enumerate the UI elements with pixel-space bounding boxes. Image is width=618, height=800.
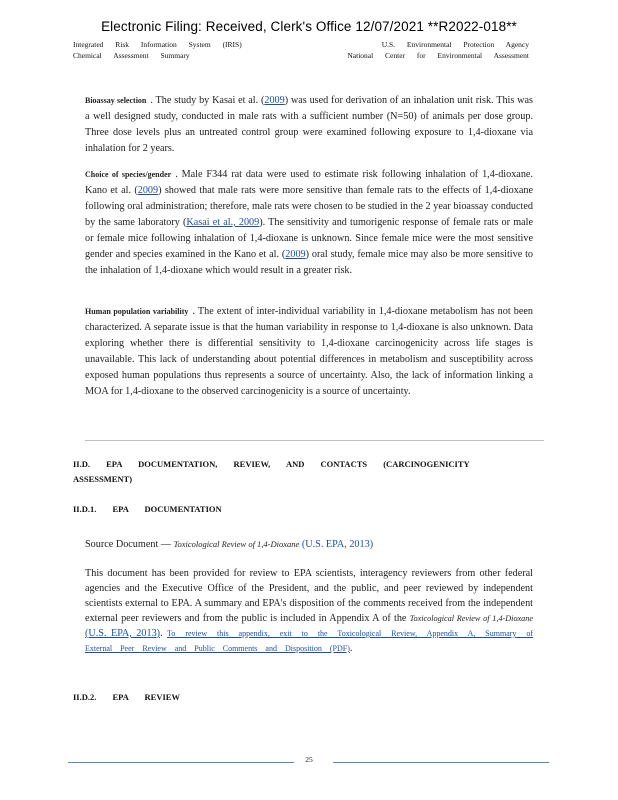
- bioassay-paragraph: [85, 93, 533, 157]
- header-left: [73, 39, 242, 61]
- bioassay-text-2: ) was used for derivation of an inhalation unit risk. This was a well designed study, conducted in male rats with a sufficient number (N=50) of animals per dose group. Three dose levels plus an untreated control group were examined following exposure to 1,4-dioxane via inhalation for 2 years.: [85, 95, 533, 154]
- citation-link-kano-2009-b[interactable]: 2009: [285, 249, 306, 260]
- source-label: Source Document —: [85, 539, 172, 550]
- human-variability-text: . The extent of inter-individual variability in 1,4-dioxane metabolism has not been characterized. A separate issue is that the human variability in response to 1,4-dioxane is also unknown. Data exploring whether there is differential sensitivity to 1,4-dioxane carcinogenicity across life stages is unavailable. This lack of understanding about potential differences in metabolism and susceptibility across exposed human populations thus represents a source of uncertainty. Also, the lack of information linking a MOA for 1,4-dioxane to the observed carcinogenicity is a source of uncertainty.: [85, 306, 534, 397]
- human-variability-lead: Human population variability: [85, 307, 189, 316]
- source-title: Toxicological Review of 1,4-Dioxane: [173, 539, 300, 549]
- header-right-line1: U.S. Environmental Protection Agency: [381, 40, 529, 49]
- appendix-review-link[interactable]: To review this appendix, exit to the Toxicological Review, Appendix A, Summary of External Peer Review and Public Comments and Disposition (PDF): [85, 629, 533, 653]
- header-left-line2: Chemical Assessment Summary: [73, 51, 190, 60]
- documentation-title: Toxicological Review of 1,4-Dioxane: [409, 614, 534, 623]
- human-variability-paragraph: [85, 304, 533, 400]
- source-document-line: [85, 537, 545, 552]
- page-number: 25: [305, 755, 313, 764]
- citation-link-kano-2009[interactable]: 2009: [137, 185, 159, 196]
- documentation-citation-link[interactable]: (U.S. EPA, 2013): [85, 628, 161, 639]
- source-citation-link[interactable]: (U.S. EPA, 2013): [301, 539, 374, 550]
- filing-stamp: Electronic Filing: Received, Clerk's Office 12/07/2021 **R2022-018**: [101, 19, 517, 34]
- header-left-line1: Integrated Risk Information System (IRIS): [73, 40, 242, 49]
- species-text-3: ). The sensitivity and tumorigenic response of female rats or male or female mice following inhalation of 1,4-dioxane is unknown. Since female mice were the most sensitive gender and species examined in the Kano et al. (: [85, 217, 533, 260]
- section-heading-documentation: II.D.1. EPA DOCUMENTATION: [73, 504, 222, 514]
- citation-link-kasai-et-al-2009[interactable]: Kasai et al., 2009: [186, 217, 260, 228]
- section-heading-documentation-review: II.D. EPA DOCUMENTATION, REVIEW, AND CONTACTS (CARCINOGENICITY ASSESSMENT): [73, 459, 470, 484]
- documentation-text: This document has been provided for review to EPA scientists, interagency reviewers from other federal agencies and the Executive Office of the President, and the public, and peer reviewed by independent scientists external to EPA. A summary and EPA's disposition of the comments received from the independent external peer reviewers and from the public is included in Appendix A of the: [85, 568, 533, 624]
- section-heading-review: II.D.2. EPA REVIEW: [73, 692, 180, 702]
- bioassay-text-1: . The study by Kasai et al. (: [150, 95, 265, 106]
- citation-link-kasai-2009[interactable]: 2009: [264, 95, 285, 106]
- species-text-2: ) showed that male rats were more sensitive than female rats to the effects of 1,4-dioxane following oral administration; therefore, male rats were chosen to be studied in the 2 year bioassay conducted by the same laboratory (: [85, 185, 533, 228]
- section-divider: [85, 440, 544, 441]
- species-paragraph: [85, 167, 533, 279]
- header-right: [347, 39, 529, 61]
- species-text-4: ) oral study, female mice may also be more sensitive to the inhalation of 1,4-dioxane which would result in a greater risk.: [85, 249, 534, 276]
- species-lead: Choice of species/gender: [85, 170, 172, 179]
- bioassay-lead: Bioassay selection: [85, 96, 147, 105]
- documentation-paragraph: This document has been provided for review to EPA scientists, interagency reviewers from other federal agencies and the Executive Office of the President, and the public, and peer reviewed by independent scientists external to EPA. A summary and EPA's disposition of the comments received from the independent external peer reviewers and from the public is included in Appendix A of the Toxicological Review of 1,4-Dioxane (U.S. EPA, 2013). To review this appendix, exit to the Toxicological Review, Appendix A, Summary of External Peer Review and Public Comments and Disposition (PDF).: [85, 568, 534, 654]
- species-text-1: . Male F344 rat data were used to estimate risk following inhalation of 1,4-dioxane. Kano et al. (: [85, 169, 533, 196]
- header-right-line2: National Center for Environmental Assessment: [347, 51, 529, 60]
